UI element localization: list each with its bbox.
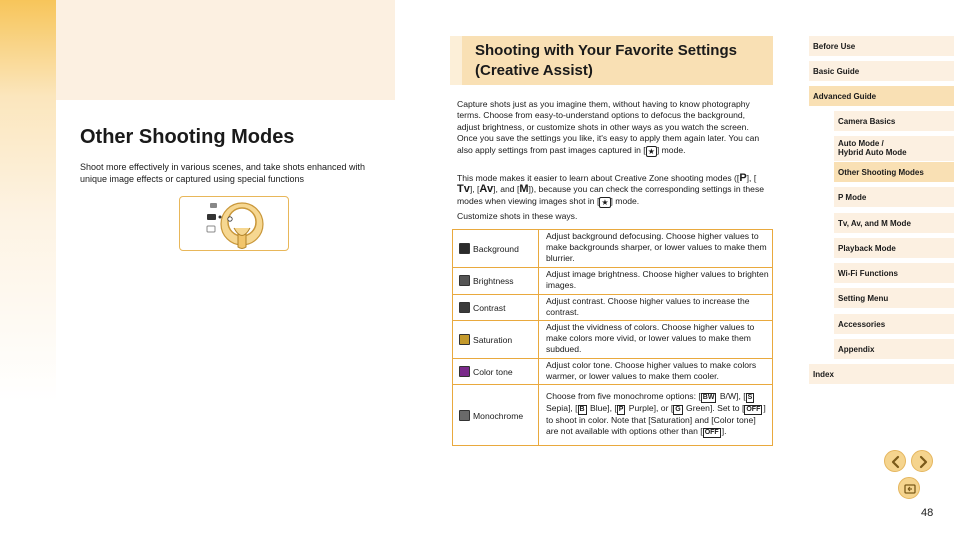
green-icon: G — [675, 405, 681, 413]
nav-index[interactable] — [809, 364, 954, 384]
modes-text-d: ], and [ — [493, 184, 520, 195]
setting-name: Monochrome — [473, 410, 524, 421]
previous-page-button[interactable] — [884, 450, 906, 472]
tv-mode-icon: Tv — [457, 183, 470, 196]
intro-text: Capture shots just as you imagine them, without having to know photography terms. Choose from easy-to-understand options to defocus the background, adjust brightness, or customize shots in other ways as you watch the screen. Once you save the settings you like, it's easy to apply them again later. You can also apply settings from past images captured in [ — [457, 99, 760, 155]
setting-desc: Adjust contrast. Choose higher values to increase the contrast. — [539, 294, 773, 320]
nav-tv-av-m-mode[interactable] — [834, 213, 954, 233]
setting-name-cell — [453, 321, 539, 359]
bw-icon: BW — [702, 393, 715, 401]
modes-text-a: This mode makes it easier to learn about Creative Zone shooting modes ([ — [457, 173, 740, 183]
nav-advanced-guide[interactable] — [809, 86, 954, 106]
p-mode-icon: P — [739, 172, 747, 184]
m-mode-icon: M — [519, 183, 529, 196]
mono-text: B/W], [ — [717, 390, 746, 401]
setting-name-cell — [453, 385, 539, 446]
setting-desc: Adjust the vividness of colors. Choose higher values to make colors more vivid, or lower values to make them subdued. — [539, 321, 773, 359]
table-row — [453, 230, 773, 268]
header-panel — [56, 0, 395, 100]
modes-text-f: ] mode. — [610, 195, 640, 206]
nav-label: Basic Guide — [813, 67, 860, 76]
av-mode-icon: Av — [479, 183, 494, 196]
nav-label: Wi-Fi Functions — [838, 269, 898, 278]
setting-name: Background — [473, 243, 519, 254]
nav-wifi-functions[interactable] — [834, 263, 954, 283]
nav-label: P Mode — [838, 193, 867, 202]
nav-label: Index — [813, 370, 834, 379]
nav-label: Auto Mode / — [838, 139, 884, 148]
modes-paragraph — [457, 173, 767, 208]
setting-desc: Adjust color tone. Choose higher values to make colors warmer, or lower values to make them cooler. — [539, 358, 773, 384]
setting-desc: Adjust background defocusing. Choose higher values to make backgrounds sharper, or lower values to make them blurrier. — [539, 230, 773, 268]
arrow-left-icon — [885, 451, 907, 473]
table-row — [453, 294, 773, 320]
mono-text: ]. — [721, 426, 727, 437]
customize-paragraph: Customize shots in these ways. — [457, 211, 578, 221]
brightness-icon — [459, 275, 470, 286]
setting-name-cell — [453, 267, 539, 294]
saturation-icon — [459, 334, 470, 345]
setting-name-cell — [453, 230, 539, 268]
background-icon — [459, 243, 470, 254]
nav-label: Accessories — [838, 320, 886, 329]
purple-icon: P — [618, 405, 624, 413]
mono-text: Sepia], [ — [546, 402, 578, 413]
blue-icon: B — [579, 405, 585, 413]
nav-label: Tv, Av, and M Mode — [838, 219, 911, 228]
setting-desc: Adjust image brightness. Choose higher values to brighten images. — [539, 267, 773, 294]
nav-appendix[interactable] — [834, 339, 954, 359]
section-header — [450, 36, 773, 85]
page-number: 48 — [921, 507, 934, 519]
monochrome-icon — [459, 410, 470, 421]
nav-camera-basics[interactable] — [834, 111, 954, 131]
setting-name-cell — [453, 294, 539, 320]
section-header-accent — [450, 36, 462, 85]
nav-accessories[interactable] — [834, 314, 954, 334]
setting-name: Saturation — [473, 334, 513, 345]
nav-label: Advanced Guide — [813, 92, 877, 101]
mono-text: Choose from five monochrome options: [ — [546, 390, 701, 401]
setting-desc — [539, 385, 773, 446]
table-row — [453, 385, 773, 446]
table-row — [453, 267, 773, 294]
page-description: Shoot more effectively in various scenes, and take shots enhanced with unique image effects or captured using special functions — [80, 162, 365, 184]
back-button[interactable] — [898, 477, 920, 499]
sepia-icon: S — [747, 393, 753, 401]
section-title-line1: Shooting with Your Favorite Settings — [475, 42, 737, 59]
decorative-side-band — [0, 0, 56, 537]
return-icon — [899, 478, 921, 500]
contrast-icon — [459, 302, 470, 313]
creative-assist-icon: ★ — [601, 197, 609, 207]
nav-basic-guide[interactable] — [809, 61, 954, 81]
section-title-line2: (Creative Assist) — [475, 62, 593, 79]
table-row — [453, 321, 773, 359]
mode-dial-icon — [180, 197, 290, 252]
off-icon: OFF — [704, 429, 719, 437]
nav-label: Camera Basics — [838, 117, 896, 126]
setting-name: Color tone — [473, 366, 513, 377]
nav-label: Appendix — [838, 345, 875, 354]
nav-playback-mode[interactable] — [834, 238, 954, 258]
settings-table — [452, 229, 773, 446]
nav-setting-menu[interactable] — [834, 288, 954, 308]
mono-text: Green]. Set to [ — [683, 402, 745, 413]
intro-paragraph — [457, 99, 767, 157]
setting-name-cell — [453, 358, 539, 384]
mono-text: Purple], or [ — [626, 402, 674, 413]
modes-text-e: ]), because you can check the corresponding settings in these modes when viewing images shot in [ — [457, 184, 765, 206]
modes-text-b: ], [ — [746, 173, 757, 183]
off-icon: OFF — [746, 405, 761, 413]
nav-p-mode[interactable] — [834, 187, 954, 207]
next-page-button[interactable] — [911, 450, 933, 472]
nav-label: Hybrid Auto Mode — [838, 148, 907, 157]
table-row — [453, 358, 773, 384]
page-title: Other Shooting Modes — [80, 126, 295, 148]
creative-assist-icon: ★ — [647, 146, 655, 156]
mono-text: ] to shoot in color. Note that [Saturation] and [Color tone] are not available with options other than [ — [546, 402, 766, 437]
setting-name: Contrast — [473, 302, 506, 313]
nav-label: Before Use — [813, 42, 856, 51]
nav-label: Other Shooting Modes — [838, 168, 924, 177]
setting-name: Brightness — [473, 276, 514, 287]
mono-text: Blue], [ — [587, 402, 617, 413]
nav-label: Setting Menu — [838, 294, 889, 303]
arrow-right-icon — [912, 451, 934, 473]
modes-text-c: ], [ — [469, 184, 480, 195]
nav-label: Playback Mode — [838, 244, 896, 253]
nav-before-use[interactable] — [809, 36, 954, 56]
intro-text-end: ] mode. — [656, 144, 686, 155]
nav-other-shooting-modes[interactable] — [834, 162, 954, 182]
color-tone-icon — [459, 366, 470, 377]
section-title — [475, 41, 770, 81]
nav-auto-mode[interactable] — [834, 136, 954, 161]
mode-dial-illustration — [179, 196, 289, 251]
